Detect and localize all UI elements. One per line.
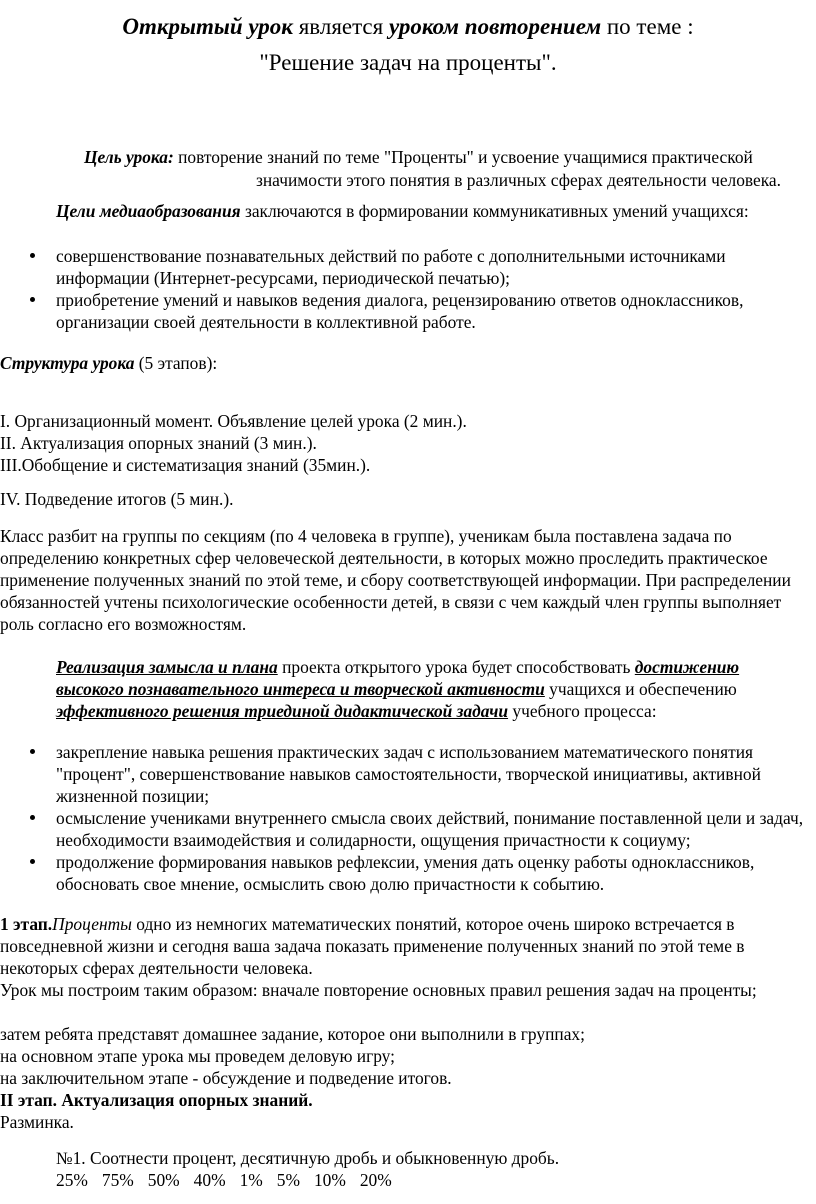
media-goals: [56, 200, 814, 222]
list-item: приобретение умений и навыков ведения диалога, рецензированию ответов одноклассников, организации своей деятельности в коллективной работе.: [0, 289, 790, 333]
stage-item: IV. Подведение итогов (5 мин.).: [0, 489, 234, 509]
title-line-2: "Решение задач на проценты".: [259, 50, 557, 75]
realization-label: Реализация замысла и плана: [56, 657, 278, 677]
bullet-icon: [30, 253, 35, 258]
stage-item: II. Актуализация опорных знаний (3 мин.).: [0, 433, 317, 453]
stage1-label: 1 этап.: [0, 914, 53, 934]
stage1-line: затем ребята представят домашнее задание, которое они выполнили в группах;: [0, 1024, 585, 1044]
list-item: продолжение формирования навыков рефлексии, умения дать оценку работы одноклассников, обосновать свое мнение, осмыслить свою долю причастности к событию.: [0, 851, 812, 895]
percent-value: 50%: [147, 1170, 180, 1190]
title-topic-prefix: по теме :: [601, 14, 694, 39]
stage1-paragraph: 1 этап.Проценты одно из немногих математических понятий, которое очень широко встречается в повседневной жизни и сегодня ваша задача показать применение полученных знаний по этой теме в некоторых сферах деятельности человека.: [0, 914, 745, 978]
structure-label: Структура урока: [0, 353, 135, 373]
media-label: Цели медиаобразования: [56, 201, 241, 221]
list-item: закрепление навыка решения практических задач с использованием математического понятия "процент", совершенствование навыков самостоятельности, творческой инициативы, активной жизненной позиции;: [0, 741, 812, 807]
realization-emphasis-1: достижению высокого познавательного интереса и творческой активности: [56, 657, 740, 699]
structure-text: (5 этапов):: [134, 353, 218, 373]
lesson-structure: [0, 352, 816, 374]
list-item: осмысление учениками внутреннего смысла своих действий, понимание поставленной цели и задач, необходимости взаимодействия и солидарности, ощущения причастности к социуму;: [0, 807, 812, 851]
lesson-goal: [84, 146, 814, 168]
percent-value: 1%: [239, 1170, 263, 1190]
stage1-line: на заключительном этапе - обсуждение и подведение итогов.: [0, 1068, 452, 1088]
stage-item: I. Организационный момент. Объявление целей урока (2 мин.).: [0, 411, 467, 431]
stage1-line: на основном этапе урока мы проведем деловую игру;: [0, 1046, 395, 1066]
goal-label: Цель урока:: [84, 147, 174, 167]
bullet-icon: [30, 749, 35, 754]
percent-value: 20%: [359, 1170, 392, 1190]
bullet-icon: [30, 297, 35, 302]
stage1-line: Урок мы построим таким образом: вначале повторение основных правил решения задач на проценты;: [0, 980, 757, 1000]
title-review-lesson: уроком повторением: [388, 14, 602, 39]
percent-value: 25%: [56, 1170, 88, 1190]
task-1: №1. Соотнести процент, десятичную дробь и обыкновенную дробь.: [56, 1148, 560, 1168]
realization-list: [0, 741, 812, 895]
percent-value: 40%: [193, 1170, 226, 1190]
goal-text-2: значимости этого понятия в различных сферах деятельности человека.: [256, 170, 781, 190]
media-goals-list: [0, 245, 790, 333]
media-text: заключаются в формировании коммуникативных умений учащихся:: [240, 201, 749, 221]
stage2-heading: II этап. Актуализация опорных знаний.: [0, 1090, 313, 1110]
stage-item: III.Обобщение и систематизация знаний (35мин.).: [0, 455, 371, 475]
title-open-lesson: Открытый урок: [122, 14, 293, 39]
title-connector: является: [292, 14, 389, 39]
bullet-icon: [30, 859, 35, 864]
realization-paragraph: Реализация замысла и плана проекта открытого урока будет способствовать достижению высокого познавательного интереса и творческой активности учащихся и обеспечению эффективного решения триединой дидактической задачи учебного процесса:: [56, 657, 740, 721]
stage1-italic: Проценты: [52, 914, 132, 934]
goal-text-1: повторение знаний по теме "Проценты" и усвоение учащимися практической: [173, 147, 753, 167]
percent-row: [56, 1169, 812, 1191]
percent-value: 5%: [276, 1170, 300, 1190]
title-line-1: [0, 12, 816, 42]
percent-value: 10%: [313, 1170, 346, 1190]
class-paragraph: Класс разбит на группы по секциям (по 4 человека в группе), ученикам была поставлена задача по определению конкретных сфер человеческой деятельности, в которых можно проследить практическое применение полученных знаний по этой теме, и сбору соответствующей информации. При распределении обязанностей учтены психологические особенности детей, в связи с чем каждый член группы выполняет роль согласно его возможностям.: [0, 526, 791, 634]
bullet-icon: [30, 815, 35, 820]
realization-emphasis-2: эффективного решения триединой дидактической задачи: [56, 701, 509, 721]
percent-value: 75%: [101, 1170, 134, 1190]
warmup-label: Разминка.: [0, 1112, 74, 1132]
list-item: совершенствование познавательных действий по работе с дополнительными источниками информации (Интернет-ресурсами, периодической печатью);: [0, 245, 790, 289]
